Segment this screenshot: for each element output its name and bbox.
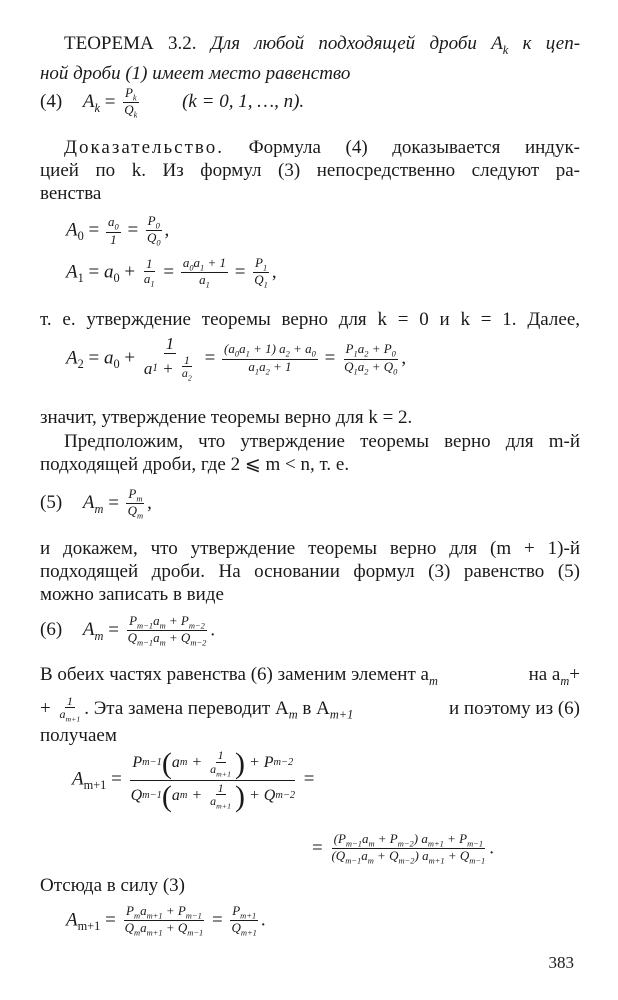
equation-number: (4): [40, 91, 63, 113]
text-k2: значит, утверждение теоремы верно для k = 2.: [40, 407, 413, 428]
theorem-text-2: ной дроби (1) имеет место равенство: [40, 62, 351, 84]
equation-5: (5) $A_m$ = $\frac{P_m}{Q_m}$ ,: [40, 486, 152, 522]
proof-text-1: Формула (4) доказывается индук-: [248, 137, 581, 158]
theorem-text-1: Для любой подходящей дроби: [210, 33, 477, 54]
equation-number: (6): [40, 619, 63, 641]
proof-text-2: цией по k. Из формул (3) непосредственно следуют ра-: [40, 160, 580, 181]
proof-paragraph: [40, 136, 580, 205]
equation-number: (5): [40, 492, 63, 514]
theorem-statement: [40, 32, 580, 85]
assumption-paragraph: Предположим, что утверждение теоремы верно для m-й подходящей дроби, где 2 ⩽ m < n, т. е.: [40, 431, 580, 475]
equation-6: (6) $A_m$ = $\frac{P_{m-1}a_m + P_{m-2}}{Q_{m-1}a_m + Q_{m-2}}$ .: [40, 613, 216, 649]
equation-condition: (k = 0, 1, …, n).: [182, 91, 305, 113]
equation-am1-final: $A_{m+1}$ = $P_ma_{m+1} + P_{m-1}$ $Q_ma_{m+1} + Q_{m-1}$ = $\frac{P_{m+1}}{Q_{m+1}}$ .: [66, 903, 266, 939]
prove-paragraph: и докажем, что утверждение теоремы верно для (m + 1)-й подходящей дроби. На основании формул (3) равенство (5) можно записать в виде: [40, 538, 580, 605]
page-number: 383: [548, 953, 574, 972]
replace-paragraph: В обеих частях равенства (6) заменим элемент $a_m$ на $a_m+$ + $\frac{1}{a_{m+1}}$ . Эта замена переводит $A_m$ в $A_{m+1}$ и поэтому из (6) получаем: [40, 664, 580, 746]
text-k0-k1: т. е. утверждение теоремы верно для k = 0 и k = 1. Далее,: [40, 309, 580, 330]
equation-4: (4) $A_k$ = $\frac{P_k}{Q_k}$ (k = 0, 1, …, n).: [40, 85, 305, 121]
theorem-text-1-end: к цеп-: [522, 33, 581, 54]
proof-title: Доказательство.: [64, 137, 224, 158]
equation-a2: $A_2 = a_0$ + 1 a 1 + 1 $a_2$ = $\frac{(a_0a_1 + 1) a_2 + a_0}{a_1a_2 + 1}$ = $\frac{P_1a_2 + P_0}{Q_1a_2 + Q_0}$ ,: [66, 334, 407, 383]
equation-a0: $A_0$ = $\frac{a_0}{1}$ = $\frac{P_0}{Q_0}$ ,: [66, 213, 170, 249]
equation-am1-simplified: = $\frac{(P_{m-1}a_m + P_{m-2}) a_{m+1} + P_{m-1}}{(Q_{m-1}a_m + Q_{m-2}) a_{m+1} + Q_{m-1}}$ .: [312, 831, 495, 867]
proof-text-3: венства: [40, 183, 102, 204]
equation-am1-expanded: $A_{m+1}$ = P m−1 ( a m + 1 $a_{m+1}$ ) + P m−2 Q m−1 ( a m + 1 $a_{m+1}$ ) + Q m−2 =: [72, 747, 315, 813]
hence-text: Отсюда в силу (3): [40, 875, 185, 896]
theorem-label: ТЕОРЕМА 3.2.: [64, 33, 197, 54]
theorem-ak: $A_k$: [491, 33, 509, 57]
equation-a1: $A_1 = a_0$ + $\frac{1}{a_1}$ = $\frac{a_0a_1 + 1}{a_1}$ = $\frac{P_1}{Q_1}$ ,: [66, 255, 277, 291]
